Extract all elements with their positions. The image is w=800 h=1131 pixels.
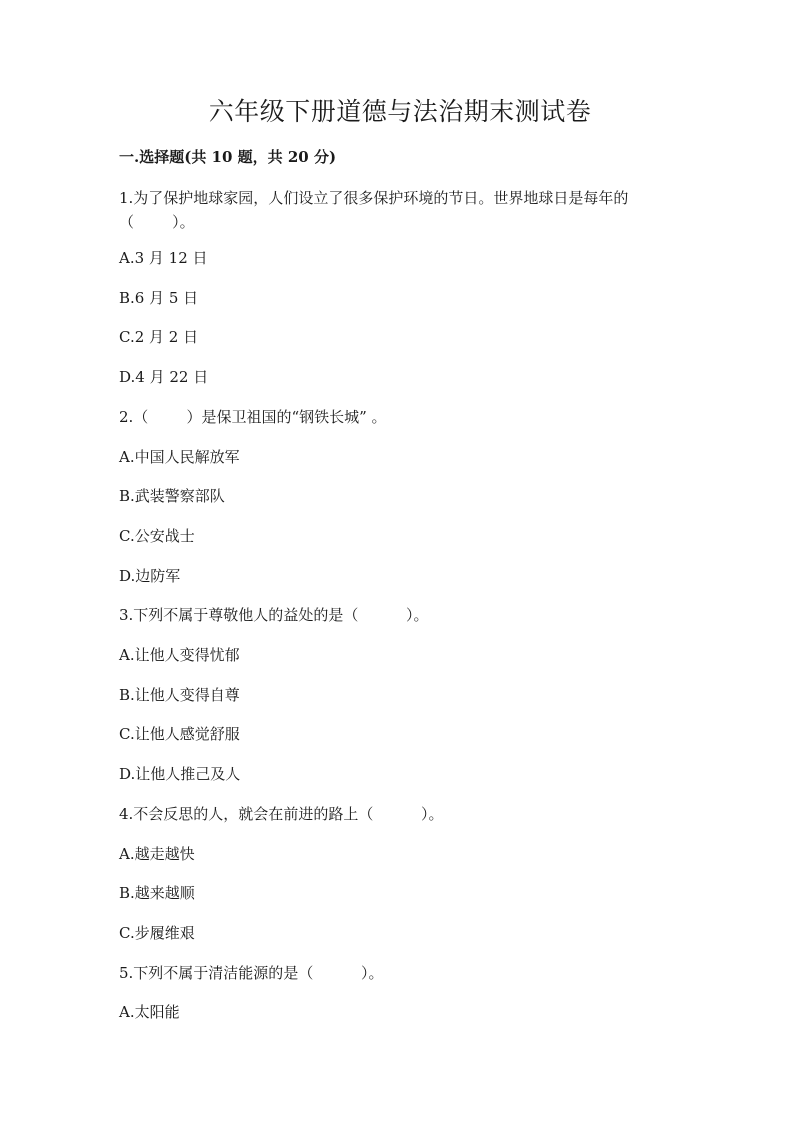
question-4-option-a: A.越走越快 [119, 845, 195, 863]
question-2-option-c: C.公安战士 [119, 527, 195, 545]
question-1-option-b: B.6 月 5 日 [119, 289, 199, 307]
question-5-stem: 5.下列不属于清洁能源的是（ ）。 [119, 964, 384, 982]
question-2-option-a: A.中国人民解放军 [119, 448, 240, 466]
question-1-option-d: D.4 月 22 日 [119, 368, 209, 386]
question-2-option-b: B.武装警察部队 [119, 487, 225, 505]
question-1-option-a: A.3 月 12 日 [119, 249, 208, 267]
question-3-option-b: B.让他人变得自尊 [119, 686, 240, 704]
question-3-option-a: A.让他人变得忧郁 [119, 646, 240, 664]
question-4-option-c: C.步履维艰 [119, 924, 195, 942]
question-2-option-d: D.边防军 [119, 567, 181, 585]
question-5-option-a: A.太阳能 [119, 1003, 180, 1021]
question-1-stem-line-2: （ ）。 [119, 213, 195, 231]
question-2-stem: 2.（ ）是保卫祖国的“钢铁长城” 。 [119, 408, 387, 426]
question-1-option-c: C.2 月 2 日 [119, 328, 199, 346]
question-3-option-d: D.让他人推己及人 [119, 765, 241, 783]
exam-title: 六年级下册道德与法治期末测试卷 [208, 97, 592, 126]
question-3-option-c: C.让他人感觉舒服 [119, 725, 240, 743]
question-4-option-b: B.越来越顺 [119, 884, 195, 902]
section-heading: 一.选择题(共 10 题，共 20 分) [119, 148, 337, 166]
question-1-stem-line-1: 1.为了保护地球家园，人们设立了很多保护环境的节日。世界地球日是每年的 [119, 189, 629, 207]
question-4-stem: 4.不会反思的人，就会在前进的路上（ ）。 [119, 805, 444, 823]
question-3-stem: 3.下列不属于尊敬他人的益处的是（ ）。 [119, 606, 429, 624]
